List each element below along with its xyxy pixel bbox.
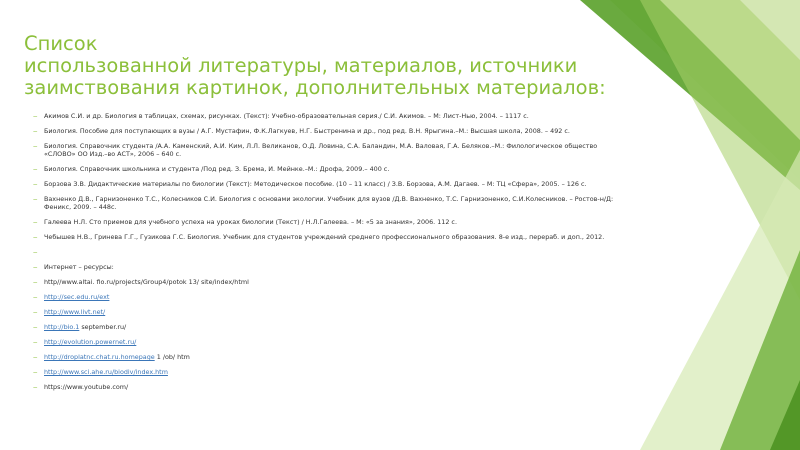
bullet-icon: ‒ [33,278,38,286]
bullet-icon: ‒ [33,127,38,135]
reference-link[interactable]: http://www.livt.net/ [44,308,106,316]
bullet-icon: ‒ [33,180,38,188]
reference-item [33,263,624,271]
reference-item [33,195,624,211]
bullet-icon: ‒ [33,323,38,331]
bullet-icon: ‒ [33,368,38,376]
title-line-2: использованной литературы, материалов, источники [24,54,578,78]
bullet-icon: ‒ [33,142,38,150]
page-title [24,33,624,99]
reference-list [33,112,624,398]
bullet-icon: ‒ [33,165,38,173]
title-line-1: Список [24,32,98,56]
reference-item [33,248,624,256]
reference-item [33,165,624,173]
bullet-icon: ‒ [33,353,38,361]
reference-item [33,218,624,226]
reference-text: Акимов С.И. и др. Биология в таблицах, схемах, рисунках. (Текст): Учебно-образовательная серия./ С.И. Акимов. – М: Лист-Нью, 2004. – 1117 с. [44,112,529,120]
reference-text: september.ru/ [79,323,127,331]
bullet-icon: ‒ [33,308,38,316]
title-line-3: заимствования картинок, дополнительных материалов: [24,76,606,100]
bullet-icon: ‒ [33,233,38,241]
reference-item [33,142,624,158]
reference-item [33,278,624,286]
reference-item [33,112,624,120]
bullet-icon: ‒ [33,248,38,256]
reference-link[interactable]: http://sec.edu.ru/ext [44,293,110,301]
bullet-icon: ‒ [33,218,38,226]
reference-text: Биология. Пособие для поступающих в вузы / А.Г. Мустафин, Ф.К.Лагкуев, Н.Г. Быстренина и др., под ред. В.Н. Ярыгина.–М.: Высшая школа, 2008. – 492 с. [44,127,570,135]
reference-item[interactable] [33,308,624,316]
reference-link[interactable]: http://evolution.powernet.ru/ [44,338,137,346]
bullet-icon: ‒ [33,383,38,391]
reference-item [33,180,624,188]
reference-item [33,233,624,241]
reference-item[interactable] [33,353,624,361]
reference-link[interactable]: http://bio.1 [44,323,80,331]
reference-link[interactable]: http://www.sci.ahe.ru/biodiv/index.htm [44,368,168,376]
reference-item[interactable] [33,323,624,331]
bullet-icon: ‒ [33,338,38,346]
reference-item [33,127,624,135]
reference-text: Биология. Справочник школьника и студента /Под ред. З. Брема, И. Мейнке.–М.: Дрофа, 2009.– 400 с. [44,165,390,173]
reference-item[interactable] [33,368,624,376]
reference-link[interactable]: http://droplatnc.chat.ru.homepage [44,353,155,361]
reference-text: http//www.altai. fio.ru/projects/Group4/potok 13/ site/index/html [44,278,249,286]
bullet-icon: ‒ [33,263,38,271]
reference-text: https://www.youtube.com/ [44,383,129,391]
reference-text: 1 /ob/ htm [154,353,190,361]
reference-text: Интернет – ресурсы: [44,263,114,271]
reference-text: Биология. Справочник студента /А.А. Каменский, А.И. Ким, Л.Л. Великанов, О.Д. Ловина, С.А. Баландин, М.А. Валовая, Г.А. Беляков.–М.: Филологическое общество «СЛОВО» ОО Изд.–во АСТ», 2006 – 640 с. [44,142,598,158]
reference-text: Борзова З.В. Дидактические материалы по биологии (Текст): Методическое пособие. (10 – 11 класс) / З.В. Борзова, А.М. Дагаев. – М: ТЦ «Сфера», 2005. – 126 с. [44,180,587,188]
bullet-icon: ‒ [33,112,38,120]
reference-text: Чебышев Н.В., Гринева Г.Г., Гузикова Г.С. Биология. Учебник для студентов учреждений среднего профессионального образования. 8-е изд., перераб. и доп., 2012. [44,233,605,241]
reference-item[interactable] [33,293,624,301]
bullet-icon: ‒ [33,293,38,301]
bullet-icon: ‒ [33,195,38,203]
reference-text: Вахненко Д.В., Гарнизоненко Т.С., Колесников С.И. Биология с основами экологии. Учебник для вузов /Д.В. Вахненко, Т.С. Гарнизоненко, С.И.Колесников. – Ростов-н/Д: Феникс, 2009. – 448с. [44,195,614,211]
reference-text: Галеева Н.Л. Сто приемов для учебного успеха на уроках биологии (Текст) / Н.Л.Галеева. – М: «5 за знания», 2006. 112 с. [44,218,457,226]
reference-item [33,383,624,391]
reference-item[interactable] [33,338,624,346]
